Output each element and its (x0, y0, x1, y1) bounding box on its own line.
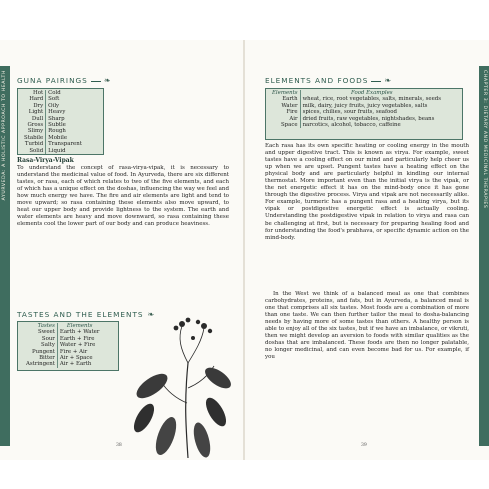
table-cell: Fire (270, 109, 300, 115)
guna-heading-text: GUNA PAIRINGS (17, 76, 88, 85)
right-page (245, 40, 489, 460)
left-page-number: 38 (116, 443, 122, 448)
table-cell: narcotics, alcohol, tobacco, caffeine (302, 122, 401, 129)
table-cell: Stabile (22, 135, 46, 141)
table-cell: wheat, rice, root vegetables, salts, minerals, seeds (302, 96, 441, 103)
heading-rule (91, 81, 101, 82)
table-cell: Water + Fire (59, 342, 96, 349)
tastes-table-grid (24, 323, 101, 368)
table-cell: Turbid (22, 141, 46, 147)
table-row (24, 361, 101, 367)
guna-table (17, 88, 104, 155)
table-cell: Fire + Air (59, 348, 88, 355)
table-cell: Salty (24, 342, 57, 348)
table-row (22, 141, 84, 147)
fleuron-icon: ❧ (103, 76, 112, 85)
heading-rule (371, 81, 381, 82)
rasa-heading: Rasa-Virya-Vipak (17, 157, 74, 164)
tastes-table (17, 321, 119, 371)
table-cell: Liquid (48, 147, 66, 154)
table-cell: Water (270, 103, 300, 109)
table-cell: dried fruits, raw vegetables, nightshades, beans (302, 115, 435, 122)
table-cell: Sour (24, 336, 57, 342)
elements-foods-heading (265, 76, 392, 85)
table-cell: Oily (48, 102, 60, 109)
table-cell: Cold (48, 90, 61, 96)
table-cell: Space (270, 122, 300, 128)
table-row (22, 148, 84, 154)
foods-table (265, 88, 463, 140)
table-cell: Sharp (48, 115, 65, 122)
table-cell: milk, dairy, juicy fruits, juicy vegetables, salts (302, 102, 428, 109)
table-cell: Rough (48, 128, 66, 135)
table-cell: Solid (22, 148, 46, 154)
table-cell: Dry (22, 103, 46, 109)
table-cell: Earth + Water (59, 329, 100, 336)
foods-table-grid (270, 90, 443, 128)
table-cell: Pungent (24, 349, 57, 355)
guna-heading (17, 76, 112, 85)
table-cell: Air (270, 116, 300, 122)
plant-illustration (130, 308, 234, 458)
left-side-label: AYURVEDA: A HOLISTIC APPROACH TO HEALTH (2, 70, 7, 201)
table-cell: Air + Space (59, 355, 93, 362)
right-page-number: 39 (361, 443, 367, 448)
right-side-label: CHAPTER 3: DIETARY AND MEDICINAL THERAPIES (482, 70, 487, 209)
table-cell: Soft (48, 96, 60, 103)
table-header-cell: Tastes (24, 323, 57, 329)
tastes-heading-text: TASTES AND THE ELEMENTS (17, 310, 144, 319)
left-page (0, 40, 244, 460)
table-cell: Subtle (48, 122, 66, 129)
table-cell: Hot (22, 90, 46, 96)
balanced-meal-paragraph: In the West we think of a balanced meal as one that combines carbohydrates, proteins, and fats, but in Ayurveda, a balanced meal is one that comprises all six tastes. Most foods are a combination of more than one taste. We can then further tailor the meal to dosha-balancing needs by having more of some tastes than others. A healthy person is able to enjoy all of the six tastes, but if we have an imbalance, or vikruti, then we might develop an aversion to foods with similar qualities as the doshas that are imbalanced. These foods are then no longer palatable, no longer medicinal, and can even become bad for us. For example, if you (265, 291, 469, 361)
table-cell: Earth + Fire (59, 335, 95, 342)
table-cell: Light (22, 109, 46, 115)
table-cell: Sweet (24, 329, 57, 335)
table-cell: Slimy (22, 128, 46, 134)
table-cell: Gross (22, 122, 46, 128)
table-cell: Hard (22, 96, 46, 102)
table-row (270, 122, 443, 128)
table-header-cell: Food Examples (351, 90, 393, 96)
table-cell: Heavy (48, 109, 66, 116)
virya-paragraph: Each rasa has its own specific heating or cooling energy in the mouth and upper digestive tract. This is known as virya. For example, sweet tastes have a cooling effect on our mind and particularly help cheer us up when we are upset. Pungent tastes have a heating effect on the physical body and are particularly helpful in kindling our internal thermostat. More important even than the initial virya is the vipak, or the net energetic effect it has on the mind-body once it has gone through the digestive process. Virya and vipak are not necessarily alike. For example, turmeric has a pungent rasa and a heating virya, but its vipak or postdigestive energetic effect is actually cooling. Understanding the postdigestive vipak in relation to virya and rasa can be challenging at first, but is necessary for preparing healing food and for understanding the food's prabhava, or specific dynamic action on the mind-body. (265, 143, 469, 241)
fleuron-icon: ❧ (147, 310, 156, 319)
elements-foods-heading-text: ELEMENTS AND FOODS (265, 76, 369, 85)
table-cell: Transparent (48, 141, 82, 148)
table-cell: Astringent (24, 361, 57, 367)
rasa-paragraph: To understand the concept of rasa-virya-vipak, it is necessary to understand the medicinal value of food. In Ayurveda, there are six different tastes, or rasa, each of which relates to two of the five elements, and each of which has a unique effect on the doshas, influencing the way we feel and how much energy we have. The fire and air elements are light and tend to move upward; so rasa containing these elements also move upward, to heat our upper body and provide lightness to the system. The earth and water elements are heavy and move downward, so rasa containing these elements cool the lower part of our body and can produce heaviness. (17, 165, 229, 228)
table-cell: spices, chilies, sour fruits, seafood (302, 109, 397, 116)
table-cell: Air + Earth (59, 361, 92, 368)
book-spread (0, 40, 489, 460)
table-header-cell: Elements (66, 323, 93, 329)
table-row (270, 96, 443, 102)
table-cell: Bitter (24, 355, 57, 361)
table-header-cell: Elements (270, 90, 300, 96)
table-cell: Earth (270, 96, 300, 102)
guna-table-grid (22, 90, 84, 154)
table-cell: Mobile (48, 134, 68, 141)
table-cell: Dull (22, 116, 46, 122)
fleuron-icon: ❧ (384, 76, 393, 85)
